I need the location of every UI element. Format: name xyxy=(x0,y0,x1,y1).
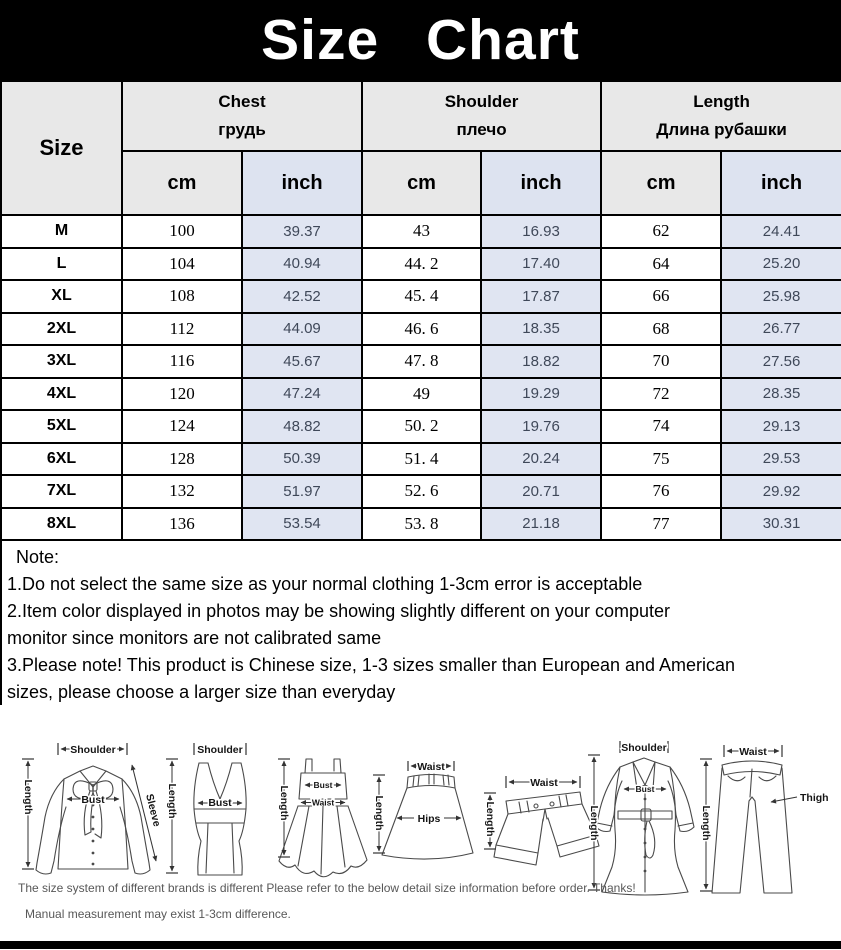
header-row-units xyxy=(1,151,841,215)
shoulder-inch-header: inch xyxy=(481,151,601,215)
label-dress-bust: Bust xyxy=(313,780,333,790)
cell-shoulder-cm: 50. 2 xyxy=(362,410,481,443)
cell-size: 4XL xyxy=(1,378,122,411)
cell-length-cm: 75 xyxy=(601,443,721,476)
cell-chest-inch: 47.24 xyxy=(242,378,362,411)
dress-diagram xyxy=(278,759,367,877)
cell-size: 6XL xyxy=(1,443,122,476)
label-dress-length: Length xyxy=(278,785,290,821)
note-line: monitor since monitors are not calibrated same xyxy=(7,628,382,648)
length-group-header xyxy=(601,81,841,151)
label-blouse-shoulder: Shoulder xyxy=(70,744,116,756)
cell-length-inch: 27.56 xyxy=(721,345,841,378)
cell-chest-cm: 100 xyxy=(122,215,242,248)
cell-length-inch: 28.35 xyxy=(721,378,841,411)
chest-inch-header: inch xyxy=(242,151,362,215)
cell-chest-inch: 44.09 xyxy=(242,313,362,346)
size-table-body xyxy=(1,215,841,540)
chest-label-en: Chest xyxy=(218,92,266,111)
shorts-diagram xyxy=(484,776,599,865)
cell-length-cm: 68 xyxy=(601,313,721,346)
cell-size: 2XL xyxy=(1,313,122,346)
cell-size: M xyxy=(1,215,122,248)
label-dress-waist: Waist xyxy=(311,797,335,808)
table-row xyxy=(1,313,841,346)
label-blouse-length: Length xyxy=(22,779,34,815)
cell-chest-inch: 48.82 xyxy=(242,410,362,443)
cell-length-cm: 77 xyxy=(601,508,721,541)
cell-shoulder-inch: 17.40 xyxy=(481,248,601,281)
label-skirt-hips: Hips xyxy=(417,813,441,825)
cell-chest-cm: 136 xyxy=(122,508,242,541)
label-tank-length: Length xyxy=(166,783,178,819)
cell-chest-cm: 112 xyxy=(122,313,242,346)
cell-size: L xyxy=(1,248,122,281)
table-row xyxy=(1,215,841,248)
note-line: 1.Do not select the same size as your normal clothing 1-3cm error is acceptable xyxy=(7,574,643,594)
cell-shoulder-inch: 20.71 xyxy=(481,475,601,508)
cell-length-inch: 25.20 xyxy=(721,248,841,281)
cell-length-inch: 24.41 xyxy=(721,215,841,248)
cell-length-inch: 26.77 xyxy=(721,313,841,346)
cell-length-cm: 64 xyxy=(601,248,721,281)
cell-shoulder-cm: 47. 8 xyxy=(362,345,481,378)
cell-chest-cm: 108 xyxy=(122,280,242,313)
page-title: Size Chart xyxy=(261,8,580,72)
cell-length-cm: 72 xyxy=(601,378,721,411)
cell-shoulder-cm: 45. 4 xyxy=(362,280,481,313)
cell-shoulder-inch: 19.76 xyxy=(481,410,601,443)
shoulder-label-en: Shoulder xyxy=(444,92,519,111)
shoulder-cm-header: cm xyxy=(362,151,481,215)
label-tank-bust: Bust xyxy=(208,797,232,809)
cell-shoulder-cm: 49 xyxy=(362,378,481,411)
note-line: 3.Please note! This product is Chinese size, 1-3 sizes smaller than European and American xyxy=(7,655,736,675)
cell-shoulder-inch: 20.24 xyxy=(481,443,601,476)
cell-shoulder-inch: 21.18 xyxy=(481,508,601,541)
cell-size: XL xyxy=(1,280,122,313)
cell-size: 8XL xyxy=(1,508,122,541)
label-blouse-sleeve: Sleeve xyxy=(143,792,163,828)
shoulder-label-ru: плечо xyxy=(456,120,507,139)
tank-top-diagram xyxy=(166,743,246,875)
note-line: sizes, please choose a larger size than everyday xyxy=(7,682,396,702)
notes-section xyxy=(0,541,841,705)
cell-chest-cm: 124 xyxy=(122,410,242,443)
cell-shoulder-cm: 51. 4 xyxy=(362,443,481,476)
label-tank-shoulder: Shoulder xyxy=(197,744,243,756)
length-label-en: Length xyxy=(693,92,750,111)
label-coat-bust: Bust xyxy=(635,784,655,794)
footer-note-brands: The size system of different brands is different Please refer to the below detail size information before order. Thanks! xyxy=(18,881,636,895)
cell-size: 7XL xyxy=(1,475,122,508)
table-row xyxy=(1,248,841,281)
shoulder-group-header xyxy=(362,81,601,151)
length-inch-header: inch xyxy=(721,151,841,215)
size-guide-diagram xyxy=(0,705,841,941)
cell-chest-cm: 120 xyxy=(122,378,242,411)
header-row-groups xyxy=(1,81,841,151)
cell-chest-cm: 104 xyxy=(122,248,242,281)
cell-shoulder-cm: 52. 6 xyxy=(362,475,481,508)
cell-chest-cm: 116 xyxy=(122,345,242,378)
cell-size: 5XL xyxy=(1,410,122,443)
cell-size: 3XL xyxy=(1,345,122,378)
label-skirt-length: Length xyxy=(373,795,385,831)
label-shorts-length: Length xyxy=(484,801,496,837)
cell-length-cm: 62 xyxy=(601,215,721,248)
note-line: 2.Item color displayed in photos may be showing slightly different on your computer xyxy=(7,601,671,621)
cell-shoulder-cm: 43 xyxy=(362,215,481,248)
bottom-black-bar xyxy=(0,941,841,949)
cell-chest-inch: 51.97 xyxy=(242,475,362,508)
cell-shoulder-cm: 53. 8 xyxy=(362,508,481,541)
cell-length-inch: 29.53 xyxy=(721,443,841,476)
label-skirt-waist: Waist xyxy=(417,761,445,773)
table-row xyxy=(1,475,841,508)
cell-length-cm: 66 xyxy=(601,280,721,313)
chest-label-ru: грудь xyxy=(218,120,266,139)
cell-length-inch: 29.13 xyxy=(721,410,841,443)
cell-chest-inch: 40.94 xyxy=(242,248,362,281)
label-shorts-waist: Waist xyxy=(530,777,558,789)
length-cm-header: cm xyxy=(601,151,721,215)
cell-shoulder-inch: 18.82 xyxy=(481,345,601,378)
notes-heading: Note: xyxy=(16,547,60,567)
cell-shoulder-inch: 17.87 xyxy=(481,280,601,313)
chest-group-header xyxy=(122,81,362,151)
cell-chest-inch: 53.54 xyxy=(242,508,362,541)
chest-cm-header: cm xyxy=(122,151,242,215)
title-banner xyxy=(0,0,841,80)
cell-shoulder-cm: 44. 2 xyxy=(362,248,481,281)
cell-chest-inch: 50.39 xyxy=(242,443,362,476)
cell-length-inch: 25.98 xyxy=(721,280,841,313)
label-coat-shoulder: Shoulder xyxy=(621,742,667,754)
table-row xyxy=(1,443,841,476)
cell-length-cm: 70 xyxy=(601,345,721,378)
cell-chest-cm: 128 xyxy=(122,443,242,476)
cell-length-cm: 74 xyxy=(601,410,721,443)
table-row xyxy=(1,280,841,313)
cell-length-cm: 76 xyxy=(601,475,721,508)
cell-chest-inch: 45.67 xyxy=(242,345,362,378)
label-pants-thigh: Thigh xyxy=(800,792,829,804)
cell-chest-inch: 39.37 xyxy=(242,215,362,248)
table-row xyxy=(1,410,841,443)
size-column-header: Size xyxy=(1,81,122,215)
cell-chest-inch: 42.52 xyxy=(242,280,362,313)
label-pants-waist: Waist xyxy=(739,746,767,758)
table-row xyxy=(1,508,841,541)
blouse-diagram xyxy=(22,743,163,874)
coat-diagram xyxy=(588,741,694,895)
length-label-ru: Длина рубашки xyxy=(656,120,787,139)
measurement-diagram-section xyxy=(0,705,841,941)
label-pants-length: Length xyxy=(700,805,712,841)
label-blouse-bust: Bust xyxy=(81,794,105,806)
pants-diagram xyxy=(700,745,829,893)
cell-shoulder-inch: 16.93 xyxy=(481,215,601,248)
skirt-diagram xyxy=(373,761,473,859)
table-row xyxy=(1,345,841,378)
cell-shoulder-inch: 19.29 xyxy=(481,378,601,411)
cell-shoulder-inch: 18.35 xyxy=(481,313,601,346)
cell-chest-cm: 132 xyxy=(122,475,242,508)
cell-shoulder-cm: 46. 6 xyxy=(362,313,481,346)
cell-length-inch: 29.92 xyxy=(721,475,841,508)
table-row xyxy=(1,378,841,411)
footer-note-measurement: Manual measurement may exist 1-3cm difference. xyxy=(25,907,291,921)
size-chart-table xyxy=(0,80,841,541)
cell-length-inch: 30.31 xyxy=(721,508,841,541)
label-coat-length: Length xyxy=(588,805,600,841)
